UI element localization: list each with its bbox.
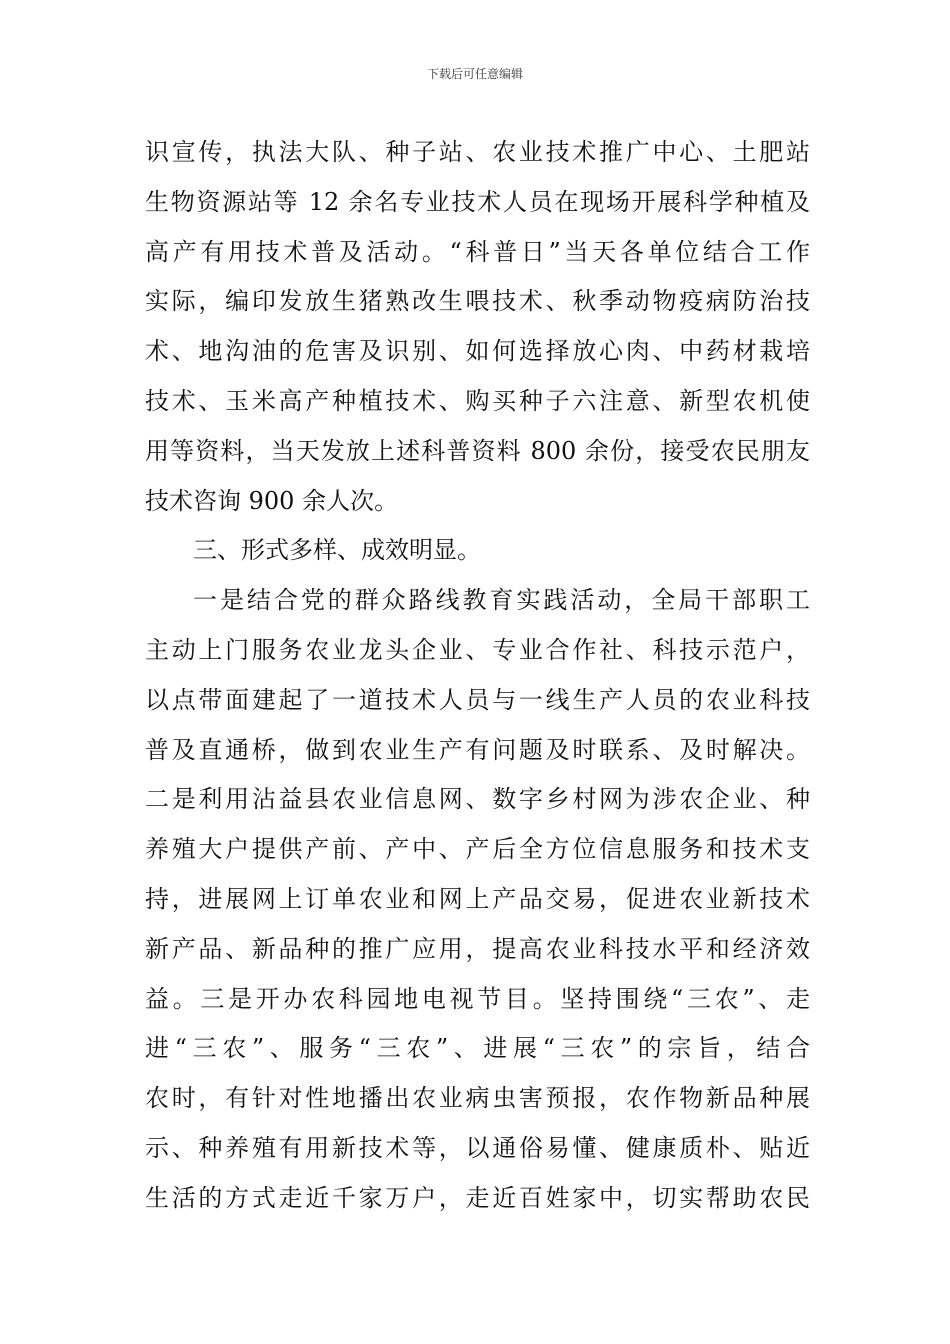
text-line: 实际，编印发放生猪熟改生喂技术、秋季动物疫病防治技 <box>145 287 810 316</box>
text-line: 益。三是开办农科园地电视节目。坚持围绕“三农”、走 <box>145 984 810 1013</box>
page-header: 下载后可任意编辑 <box>426 67 523 81</box>
text-line: 进“三农”、服务“三农”、进展“三农”的宗旨，结合 <box>145 1034 810 1063</box>
text-line: 主动上门服务农业龙头企业、专业合作社、科技示范户， <box>145 635 810 664</box>
document-body <box>145 128 810 1224</box>
text-line: 识宣传，执法大队、种子站、农业技术推广中心、土肥站 <box>145 138 810 166</box>
text-line: 生活的方式走近千家万户，走近百姓家中，切实帮助农民 <box>145 1183 810 1212</box>
text-line: 用等资料，当天发放上述科普资料 800 余份，接受农民朋友 <box>145 436 810 465</box>
section-heading: 三、形式多样、成效明显。 <box>193 536 481 565</box>
text-line: 二是利用沾益县农业信息网、数字乡村网为涉农企业、种 <box>145 785 810 814</box>
text-line: 技术、玉米高产种植技术、购买种子六注意、新型农机使 <box>145 386 810 415</box>
text-line: 术、地沟油的危害及识别、如何选择放心肉、中药材栽培 <box>145 337 810 366</box>
text-line: 高产有用技术普及活动。“科普日”当天各单位结合工作 <box>145 237 810 266</box>
text-line: 技术咨询 900 余人次。 <box>145 486 399 515</box>
text-line: 以点带面建起了一道技术人员与一线生产人员的农业科技 <box>145 685 810 714</box>
text-line: 农时，有针对性地播出农业病虫害预报，农作物新品种展 <box>145 1084 810 1113</box>
text-line: 生物资源站等 12 余名专业技术人员在现场开展科学种植及 <box>145 187 810 216</box>
text-line: 一是结合党的群众路线教育实践活动，全局干部职工 <box>193 586 810 615</box>
text-line: 养殖大户提供产前、产中、产后全方位信息服务和技术支 <box>145 835 810 864</box>
text-line: 新产品、新品种的推广应用，提高农业科技水平和经济效 <box>145 934 810 963</box>
text-line: 持，进展网上订单农业和网上产品交易，促进农业新技术 <box>145 884 810 913</box>
text-line: 普及直通桥，做到农业生产有问题及时联系、及时解决。 <box>145 735 810 764</box>
text-line: 示、种养殖有用新技术等，以通俗易懂、健康质朴、贴近 <box>145 1133 810 1162</box>
